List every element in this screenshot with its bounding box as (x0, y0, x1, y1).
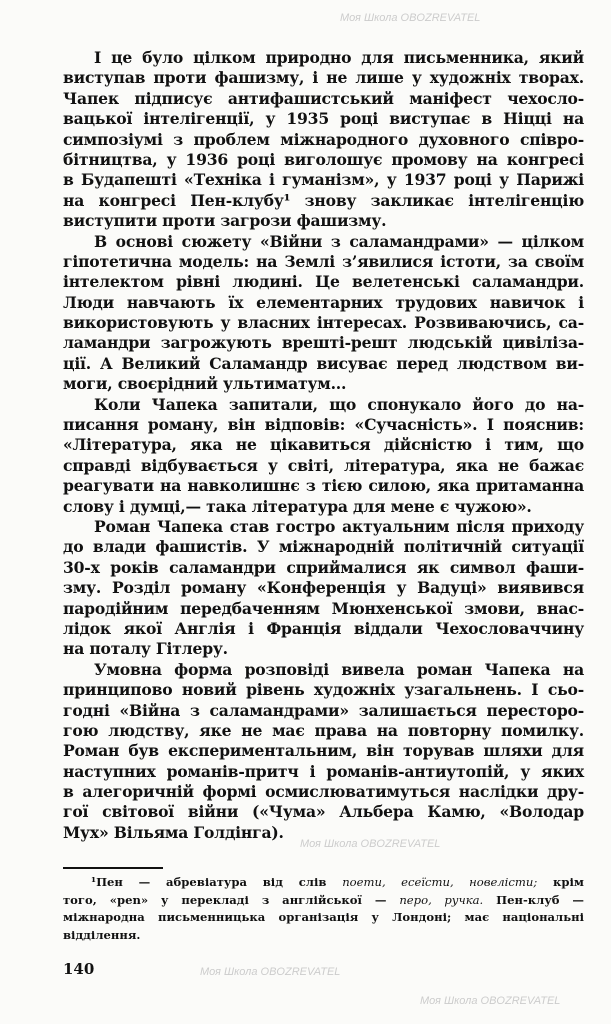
text-line: гої світової війни («Чума» Альбера Камю, «Володар (63, 802, 584, 822)
watermark: Моя Школа OBOZREVATEL (420, 995, 561, 1007)
text-line: «Література, яка не цікавиться дійсністю і тим, що (63, 435, 584, 455)
text-line: гіпотетична модель: на Землі з’явилися істоти, за своїм (63, 251, 584, 271)
text-line: наступних романів-притч і романів-антиутопій, у яких (63, 761, 584, 781)
footnote-line (63, 927, 584, 945)
footnote-italic-text: перо, ручка. (399, 892, 484, 907)
paragraph (63, 48, 584, 232)
watermark: Моя Школа OBOZREVATEL (340, 12, 481, 24)
footnote-text: Пен-клуб — (483, 892, 584, 907)
text-line: на конгресі Пен-клубу¹ знову закликає інтелігенцію (63, 190, 584, 210)
text-line: моги, своєрідний ультиматум... (63, 374, 347, 394)
text-line: Роман був експериментальним, він торував шляхи для (63, 741, 584, 761)
text-line: Чапек підписує антифашистський маніфест чехосло- (63, 88, 584, 108)
text-line: І це було цілком природно для письменника, який (94, 48, 584, 67)
text-line: принципово новий рівень художніх узагальнень. І сьо- (63, 680, 584, 700)
watermark: Моя Школа OBOZREVATEL (300, 838, 441, 850)
text-line: бітництва, у 1936 році виголошує промову на конгресі (63, 149, 584, 169)
paragraph (63, 517, 584, 660)
paragraph (63, 395, 584, 517)
footnote-text: ¹Пен — абревіатура від слів (91, 875, 343, 889)
footnote-line (63, 892, 584, 910)
text-line: інтелектом рівні людині. Це велетенські саламандри. (63, 272, 584, 292)
text-line: до влади фашистів. У міжнародній політичній ситуації (63, 537, 584, 557)
text-line: Умовна форма розповіді вивела роман Чапека на (94, 659, 584, 679)
text-line: справді відбувається у світі, література, яка не бажає (63, 455, 584, 475)
text-line: слову і думці,— така література для мене є чужою». (63, 496, 532, 516)
text-line: в Будапешті «Техніка і гуманізм», у 1937 році у Парижі (63, 170, 584, 190)
text-line: на поталу Гітлеру. (63, 639, 228, 659)
text-line: Роман Чапека став гостро актуальним після приходу (94, 516, 584, 536)
text-line: виступав проти фашизму, і не лише у художніх творах. (63, 68, 584, 88)
text-line: симпозіумі з проблем міжнародного духовного співро- (63, 129, 584, 149)
text-line: зму. Розділ роману «Конференція у Вадуці» виявився (63, 578, 584, 598)
text-line: Коли Чапека запитали, що спонукало його до на- (94, 394, 584, 414)
paragraph (63, 232, 584, 395)
footnote-text: крім (537, 875, 585, 889)
footnote-divider (63, 867, 163, 869)
text-line: Люди навчають їх елементарних трудових навичок і (63, 292, 584, 312)
footnote-text: міжнародна письменницька організація у Лондоні; має національні (63, 910, 584, 924)
text-line: лідок якої Англія і Франція віддали Чехословаччину (63, 618, 584, 638)
text-line: виступити проти загрози фашизму. (63, 211, 387, 231)
footnote-line (63, 874, 584, 892)
text-line: ції. А Великий Саламандр висуває перед людством ви- (63, 353, 584, 373)
text-line: ламандри загрожують врешті-решт людській цивіліза- (63, 333, 584, 353)
footnote (63, 874, 584, 944)
text-line: писання роману, він відповів: «Сучасність». І пояснив: (63, 415, 584, 435)
main-text (63, 48, 584, 843)
text-line: пародійним передбаченням Мюнхенської змови, внас- (63, 598, 584, 618)
text-line: годні «Війна з саламандрами» залишається пересторо- (63, 700, 584, 720)
footnote-italic-text: поети, есеїсти, новелісти; (342, 875, 538, 889)
text-line: гою людству, яке не має права на повторну помилку. (63, 720, 584, 740)
watermark: Моя Школа OBOZREVATEL (200, 966, 341, 978)
text-line: використовують у власних інтересах. Розвиваючись, са- (63, 313, 584, 333)
footnote-text: того, «pen» у перекладі з англійської — (63, 892, 400, 907)
text-line: В основі сюжету «Війни з саламандрами» — цілком (94, 231, 584, 251)
page-number: 140 (63, 960, 95, 978)
text-line: в алегоричній формі осмислюватимуться наслідки дру- (63, 782, 584, 802)
paragraph (63, 660, 584, 844)
footnote-line (63, 909, 584, 927)
text-line: реагувати на навколишнє з тією силою, яка притаманна (63, 476, 584, 496)
text-line: 30-х років саламандри сприймалися як символ фаши- (63, 557, 584, 577)
text-line: Мух» Вільяма Голдінга). (63, 822, 284, 842)
footnote-text: відділення. (63, 927, 141, 942)
text-line: вацької інтелігенції, у 1935 році виступає в Ніцці на (63, 109, 584, 129)
